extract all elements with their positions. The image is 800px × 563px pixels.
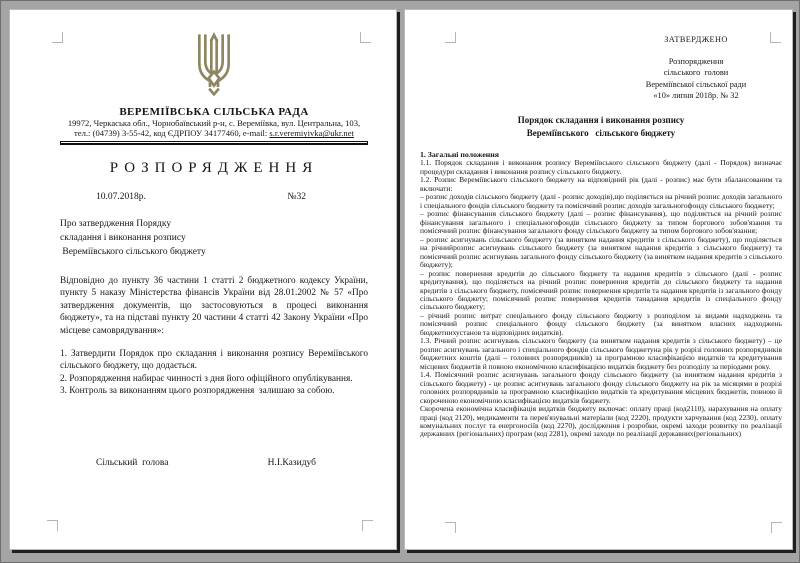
order-item: 3. Контроль за виконанням цього розпорядження залишаю за собою. [60,386,335,397]
order-item: 1. Затвердити Порядок про складання і виконання розпису Вереміївського сільського бюджету, що додається. [60,348,371,372]
approval-line: сільського голови [663,68,729,78]
document-number: №32 [287,191,306,202]
header-divider [60,141,368,145]
text-boundary-mark [770,32,781,43]
subject-line: складання і виконання розпису [60,233,186,244]
procedure-title [420,114,782,140]
signatory-name: Н.І.Казидуб [267,457,316,468]
document-type-heading: РОЗПОРЯДЖЕННЯ [109,159,319,176]
approval-line: Розпорядження [668,56,724,66]
ukraine-trident-emblem-icon [194,32,234,103]
organization-name: ВЕРЕМІЇВСЬКА СІЛЬСЬКА РАДА [119,106,309,118]
paragraph: – річний розпис витрат спеціального фонду сільського бюджету з розподілом за видами надходжень та помісячний розпис спеціального фонду сільського бюджету (за винятком власних надходжень бюджетнихустанов та відповідних видатків). [420,310,782,337]
paragraph: – розпис асигнувань сільського бюджету (за винятком надання кредитів з сільського бюджету), що поділяється на річнийрозпис асигнувань сільського бюджету (за винятком надання кредитів з сільського бюджету) та помісячний розпис асигнувань загального фонду сільського бюджету (за винятком надання кредитів з сільського бюджету); [420,234,782,270]
approval-block [612,34,780,102]
approved-label: ЗАТВЕРДЖЕНО [664,35,728,44]
procedure-body [420,159,782,438]
preamble-paragraph: Відповідно до пункту 36 частини 1 статті 2 бюджетного кодексу України, пункту 5 наказу Міністерства фінансів України від 28.01.2002 № 57 «Про затвердження документів, що застосовуються в процесі виконання бюджету», та на підставі пункту 20 частини 4 статті 42 Закону України «Про місцеве самоврядування»: [60,275,368,336]
title-line: Вереміївського сільського бюджету [526,128,676,139]
text-boundary-mark [52,32,63,43]
text-boundary-mark [445,522,456,533]
document-page-1 [9,9,397,550]
text-boundary-mark [771,522,782,533]
order-items [60,348,371,398]
approval-line: «10» липня 2018р. № 32 [653,91,739,101]
paragraph: – розпис фінансування сільського бюджету (далі – розпис фінансування), що поділяється на річний розпис фінансування загального і спеціальногофондів сільського бюджету за типом боргового зобов'язання та помісячний розпис фінансування загального фонду сільського бюджету за типом боргового зобов'язання; [420,209,782,236]
paragraph: Скорочена економічна класифікація видатків бюджету включає: оплату праці (код2110), нарахування на оплату праці (код 2120), медикаменти та перев'язувальні матеріали (код 2220), продукти харчування (код 2230), оплату комунальних послуг та енергоносіїв (код 2270), дослідження і розробки, окремі заходи розвитку по реалізації державних (регіональних) програм (код 2281), окремі заходи по реалізації державних(регіональних) [420,404,782,439]
address-line: 19972, Черкаська обл., Чорнобаївський р-н, с. Вереміївка, вул. Центральна, 103, [67,118,361,128]
order-item: 2. Розпорядження набирає чинності з дня його офіційного опублікування. [60,373,353,384]
section-heading: 1. Загальні положення [420,150,500,160]
paragraph: – розпис повернення кредитів до сільського бюджету та надання кредитів з сільського (далі - розпис кредитування), що поділяється на річний розпис повернення кредитів до сільського бюджету та надання кредитів з сільського бюджету, помісячний розпис повернення кредитів та надання кредитів із загального фонду сільського бюджету; помісячний розпис повернення кредитів танадання кредитів із спеціального фонду сільського бюджету; [420,268,782,312]
contact-text: тел.: (04739) 3-55-42, код ЄДРПОУ 34177460, e-mail: [74,128,270,139]
paragraph: 1.3. Річний розпис асигнувань сільського бюджету (за винятком надання кредитів з сільського бюджету) – це розпис асигнувань загального і спеціального фондів сільського бюджетуна рік у розрізі головних розпорядників бюджетних коштів (далі – головних розпорядників) за програмною класифікацією видатків та кредитування місцевих бюджетів й повною економічною класифікацією видатків бюджету без розподілу за періодами року. [420,336,782,371]
document-subject [60,217,368,260]
text-boundary-mark [47,520,58,531]
subject-line: Вереміївського сільського бюджету [60,247,206,258]
paragraph: 1.1. Порядок складання і виконання розпису Вереміївського сільського бюджету (далі - Порядок) визначає процедури складання і виконання розпису сільського бюджету. [420,158,782,176]
title-line: Порядок складання і виконання розпису [517,115,685,126]
signature-row [60,458,368,468]
paragraph: 1.2. Розпис Вереміївського сільського бюджету на відповідний рік (далі - розпис) має бути збалансованим та включати: [420,175,782,193]
signatory-title: Сільський голова [96,457,169,468]
text-boundary-mark [445,32,456,43]
document-date: 10.07.2018р. [96,191,146,202]
text-boundary-mark [360,32,371,43]
subject-line: Про затвердження Порядку [60,218,172,229]
approval-reference [612,56,780,102]
date-number-row [60,192,368,202]
paragraph: 1.4. Помісячний розпис асигнувань загального фонду сільського бюджету (за винятком надання кредитів з сільського бюджету) - це розпис асигнувань загального фонду сільського бюджету на рік за місяцями в розрізі головних розпорядників за програмною класифікацією видатків та кредитування місцевих бюджетів, повною й скороченою економічною класифікацією видатків бюджету. [420,370,782,405]
document-page-2 [404,9,793,550]
email-link[interactable]: s.r.veremiyivka@ukr.net [269,128,354,139]
approval-line: Вереміївської сільської ради [645,79,747,89]
organization-address [60,118,368,139]
text-boundary-mark [362,520,373,531]
contact-line [60,128,368,138]
paragraph: – розпис доходів сільського бюджету (далі - розпис доходів),що поділяється на річний розпис доходів загального і спеціального фондів сільського бюджету та помісячний розпис доходів загальногофонду сільського бюджету; [420,192,782,210]
